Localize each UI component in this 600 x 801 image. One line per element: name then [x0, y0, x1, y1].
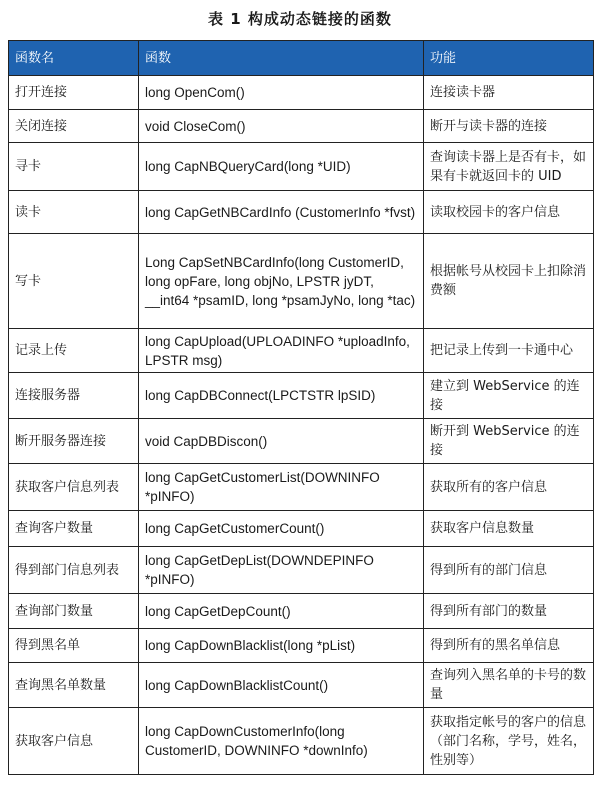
- header-function: 函数: [139, 41, 424, 76]
- table-row: [9, 594, 594, 629]
- header-row: [9, 41, 594, 76]
- function-purpose-cell: 断开到 WebService 的连接: [424, 419, 594, 464]
- function-signature-cell: long CapNBQueryCard(long *UID): [139, 143, 424, 191]
- function-signature-cell: void CloseCom(): [139, 110, 424, 143]
- function-name-cell: 记录上传: [9, 329, 139, 373]
- function-purpose-cell: 获取客户信息数量: [424, 511, 594, 547]
- function-signature-cell: long CapGetNBCardInfo (CustomerInfo *fvst): [139, 191, 424, 234]
- function-purpose-cell: 把记录上传到一卡通中心: [424, 329, 594, 373]
- function-purpose-cell: 获取指定帐号的客户的信息（部门名称，学号，姓名，性别等）: [424, 708, 594, 775]
- function-purpose-cell: 根据帐号从校园卡上扣除消费额: [424, 234, 594, 329]
- function-purpose-cell: 连接读卡器: [424, 76, 594, 110]
- table-header: [9, 41, 594, 76]
- table-row: [9, 143, 594, 191]
- table-row: [9, 76, 594, 110]
- function-name-cell: 读卡: [9, 191, 139, 234]
- header-purpose: 功能: [424, 41, 594, 76]
- table-row: [9, 234, 594, 329]
- function-name-cell: 查询部门数量: [9, 594, 139, 629]
- function-name-cell: 断开服务器连接: [9, 419, 139, 464]
- function-purpose-cell: 得到所有的部门信息: [424, 547, 594, 594]
- function-signature-cell: long CapGetCustomerList(DOWNINFO *pINFO): [139, 464, 424, 511]
- function-signature-cell: void CapDBDiscon(): [139, 419, 424, 464]
- function-name-cell: 得到黑名单: [9, 629, 139, 663]
- function-purpose-cell: 得到所有部门的数量: [424, 594, 594, 629]
- functions-table: [8, 40, 594, 775]
- function-name-cell: 写卡: [9, 234, 139, 329]
- function-signature-cell: long CapGetCustomerCount(): [139, 511, 424, 547]
- table-row: [9, 373, 594, 419]
- function-signature-cell: long CapGetDepList(DOWNDEPINFO *pINFO): [139, 547, 424, 594]
- function-signature-cell: long OpenCom(): [139, 76, 424, 110]
- table-row: [9, 547, 594, 594]
- function-signature-cell: long CapGetDepCount(): [139, 594, 424, 629]
- function-name-cell: 关闭连接: [9, 110, 139, 143]
- table-row: [9, 191, 594, 234]
- table-row: [9, 419, 594, 464]
- table-row: [9, 110, 594, 143]
- table-row: [9, 708, 594, 775]
- function-signature-cell: long CapDBConnect(LPCTSTR lpSID): [139, 373, 424, 419]
- table-caption: 表 1 构成动态链接的函数: [208, 10, 392, 28]
- function-name-cell: 查询黑名单数量: [9, 663, 139, 708]
- function-purpose-cell: 获取所有的客户信息: [424, 464, 594, 511]
- function-name-cell: 获取客户信息列表: [9, 464, 139, 511]
- function-purpose-cell: 查询列入黑名单的卡号的数量: [424, 663, 594, 708]
- table-row: [9, 329, 594, 373]
- function-purpose-cell: 断开与读卡器的连接: [424, 110, 594, 143]
- table-row: [9, 511, 594, 547]
- function-name-cell: 寻卡: [9, 143, 139, 191]
- function-signature-cell: long CapDownCustomerInfo(long CustomerID, DOWNINFO *downInfo): [139, 708, 424, 775]
- header-function-name: 函数名: [9, 41, 139, 76]
- table-row: [9, 663, 594, 708]
- function-name-cell: 打开连接: [9, 76, 139, 110]
- function-purpose-cell: 读取校园卡的客户信息: [424, 191, 594, 234]
- table-row: [9, 629, 594, 663]
- function-signature-cell: long CapDownBlacklist(long *pList): [139, 629, 424, 663]
- table-row: [9, 464, 594, 511]
- table-body: [9, 76, 594, 775]
- function-purpose-cell: 建立到 WebService 的连接: [424, 373, 594, 419]
- function-name-cell: 查询客户数量: [9, 511, 139, 547]
- function-purpose-cell: 得到所有的黑名单信息: [424, 629, 594, 663]
- function-signature-cell: Long CapSetNBCardInfo(long CustomerID, long opFare, long objNo, LPSTR jyDT, __int64 *psamID, long *psamJyNo, long *tac): [139, 234, 424, 329]
- function-purpose-cell: 查询读卡器上是否有卡，如果有卡就返回卡的 UID: [424, 143, 594, 191]
- function-name-cell: 得到部门信息列表: [9, 547, 139, 594]
- function-signature-cell: long CapDownBlacklistCount(): [139, 663, 424, 708]
- function-name-cell: 连接服务器: [9, 373, 139, 419]
- function-signature-cell: long CapUpload(UPLOADINFO *uploadInfo, LPSTR msg): [139, 329, 424, 373]
- function-name-cell: 获取客户信息: [9, 708, 139, 775]
